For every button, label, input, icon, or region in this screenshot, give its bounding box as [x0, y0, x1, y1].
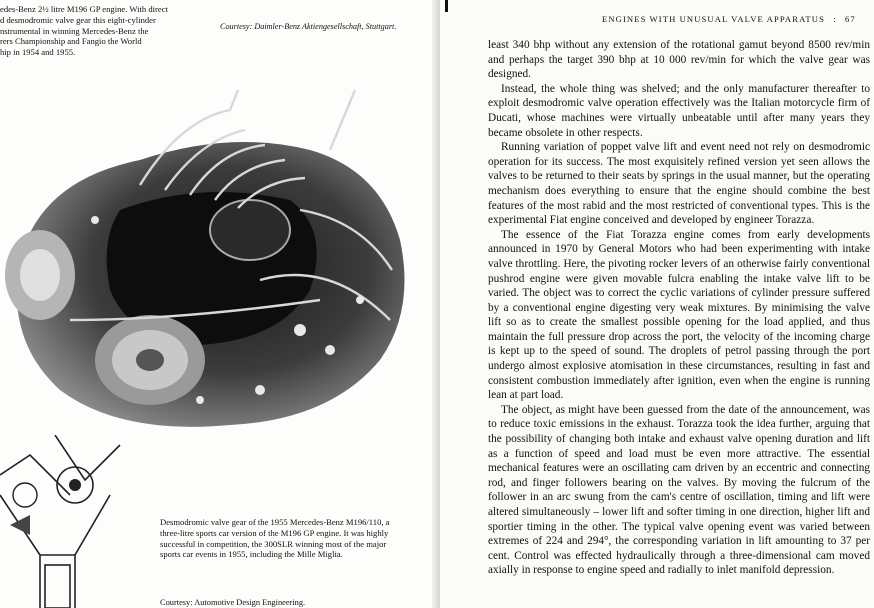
paragraph-1: least 340 bhp without any extension of the rotational gamut beyond 8500 rev/min and perhaps the target 390 bhp at 10 000 rev/min for which the valve gear was designed.: [488, 39, 870, 81]
paragraph-3: Running variation of poppet valve lift and event need not rely on desmodromic operation for its success. The most exquisitely refined version yet seen allows the valves to be returned to their seats by springs in the usual manner, but the operating mechanism does everything to ensure that the engine should combine the best features of the most rabid and the most restricted of conventional types. This is the experimental Fiat engine conceived and developed by engineer Torazza.: [488, 141, 870, 227]
running-head-title: ENGINES WITH UNUSUAL VALVE APPARATUS: [602, 14, 825, 24]
bottom-caption: Desmodromic valve gear of the 1955 Mercedes-Benz M196/110, a three-litre sports car version of the M196 GP engine. It was highly successful in competition, the 300SLR winning most of the major sports car events in 1955, including the Mille Miglia.: [160, 517, 390, 560]
running-head-separator: :: [833, 14, 837, 24]
courtesy-bottom: Courtesy: Automotive Design Engineering.: [160, 598, 306, 607]
engine-photo: [0, 90, 420, 440]
body-text: [488, 38, 870, 578]
right-page: [440, 0, 874, 608]
paragraph-5: The object, as might have been guessed from the date of the announcement, was to reduce toxic emissions in the exhaust. Torazza took the idea further, arguing that the possibility of changing both intake and exhaust valve opening duration and lift as a function of speed and load must be even more attractive. The essential mechanical features were an oscillating cam driven by an eccentric and connecting rod, and finger followers bearing on the valves. By moving the fulcrum of the follower in an arc swung from the cam's centre of oscillation, timing and lift were altered simultaneously – lower lift and softer timing in one direction, higher lift and sportier timing in the other. The typical valve opening event was varied between extremes of 224 and 294°, the corresponding variation in lift amounting to 37 per cent. Control was effected hydraulically through a three-dimensional cam moved axially in response to engine speed and radially to inlet manifold depression.: [488, 403, 870, 577]
courtesy-top: Courtesy: Daimler-Benz Aktiengesellschaft, Stuttgart.: [220, 22, 397, 31]
paragraph-2: Instead, the whole thing was shelved; and the only manufacturer thereafter to exploit desmodromic valve operation effectively was the Italian motorcycle firm of Ducati, whose machines were virtually unbeatable until after many years they became obsolete in other respects.: [488, 82, 870, 139]
top-caption: edes-Benz 2½ litre M196 GP engine. With direct d desmodromic valve gear this eight-cylinder nstrumental in winning Mercedes-Benz the rers Championship and Fangio the World hip in 1954 and 1955.: [0, 4, 168, 58]
page-number: 67: [844, 14, 856, 24]
valve-gear-diagram: [0, 435, 150, 608]
running-head: [602, 14, 856, 24]
page-edge-mark: [445, 0, 448, 12]
paragraph-4: The essence of the Fiat Torazza engine comes from early developments announced in 1970 by General Motors who had been experimenting with intake valve throttling. Here, the pivoting rocker levers of an otherwise fairly conventional pushrod engine were given movable fulcra enabling the intake valve lift to be varied. The object was to correct the cyclic variations of cylinder pressure suffered by a conventional engine digesting very weak mixtures. By minimising the valve lift so as to create the smallest possible opening for the load applied, and thus maintain the full pressure drop across the port, the velocity of the incoming charge is kept up to the speed of sound. The droplets of petrol passing through the port undergo almost explosive atomisation in these circumstances, resulting in fast and consistent combustion immediately after ignition, even when the engine is running lean at part load.: [488, 228, 870, 402]
